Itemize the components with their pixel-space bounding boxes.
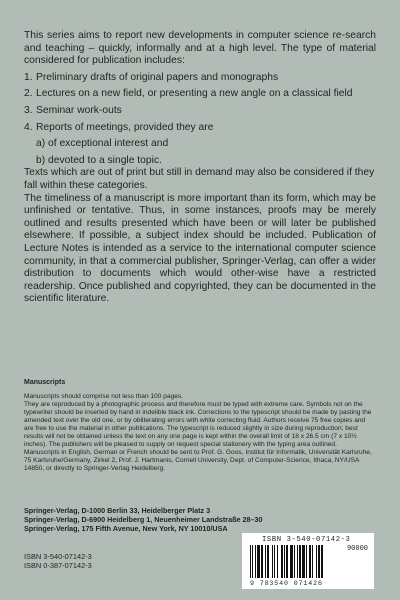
isbn-line: ISBN 3-540-07142-3 bbox=[24, 552, 92, 561]
manuscripts-section bbox=[24, 379, 376, 473]
barcode-bar bbox=[316, 545, 317, 578]
barcode-bar bbox=[274, 545, 275, 578]
series-description bbox=[24, 30, 376, 306]
list-number: 3. bbox=[24, 104, 33, 116]
barcode-bar bbox=[309, 545, 311, 578]
list-item bbox=[24, 105, 376, 118]
sub-list-item bbox=[24, 155, 376, 168]
barcode-bar bbox=[250, 545, 251, 578]
barcode-bar bbox=[294, 545, 295, 578]
barcode-bars bbox=[250, 545, 342, 578]
sub-list-item bbox=[24, 138, 376, 151]
barcode-bar bbox=[302, 545, 305, 578]
sub-list-letter: b) bbox=[36, 154, 46, 166]
barcode-bar bbox=[281, 545, 283, 578]
barcode-bar bbox=[297, 545, 298, 578]
manuscripts-paragraph: They are reproduced by a photographic process and therefore must be typed with extreme care. Symbols not on the typewriter should be inserted by hand in indelible black ink. Corrections to the typescript should be made by pasting the amended text over the old one, or by obliterating errors with white correcting fluid. Authors receive 75 free copies and are free to use the material in other publications. The typescript is reduced slightly in size during reproduction; best results will not be obtained unless the text on any one page is kept within the overall limit of 18 x 26.5 cm (7 x 10½ inches). The publishers will be pleased to supply on request special stationery with the typing area outlined. bbox=[24, 401, 372, 448]
barcode-bar bbox=[257, 545, 260, 578]
publisher-addresses bbox=[24, 506, 376, 534]
barcode-bar bbox=[284, 545, 285, 578]
barcode-bar bbox=[265, 545, 266, 578]
list-number: 2. bbox=[24, 88, 33, 100]
barcode-digits: 9 783540 071426 bbox=[250, 580, 323, 587]
barcode-bar bbox=[255, 545, 256, 578]
barcode-bar bbox=[318, 545, 320, 578]
list-text: Preliminary drafts of original papers and monographs bbox=[36, 71, 279, 83]
out-of-print-paragraph: Texts which are out of print but still in demand may also be considered if they fall within these categories. bbox=[24, 167, 375, 191]
isbn-block bbox=[24, 552, 92, 571]
publisher-line: Springer-Verlag, 175 Fifth Avenue, New York, NY 10010/USA bbox=[24, 524, 228, 534]
list-text: Reports of meetings, provided they are bbox=[36, 121, 214, 133]
barcode-bar bbox=[306, 545, 307, 578]
barcode-bar bbox=[286, 545, 288, 578]
isbn-line: ISBN 0-387-07142-3 bbox=[24, 561, 92, 571]
publisher-line: Springer-Verlag, D-6900 Heidelberg 1, Neuenheimer Landstraße 28–30 bbox=[24, 515, 263, 525]
barcode-bar bbox=[290, 545, 293, 578]
sub-list-text: of exceptional interest and bbox=[48, 138, 169, 150]
list-number: 4. bbox=[24, 121, 33, 133]
sub-list-letter: a) bbox=[36, 138, 46, 150]
barcode-price-code: 90000 bbox=[346, 545, 368, 553]
list-item bbox=[24, 72, 376, 85]
timeliness-paragraph: The timeliness of a manuscript is more important than its form, which may be unfinished or tentative. Thus, in some instances, proofs may be merely outlined and results presented which have been or will later be published elsewhere. If possible, a subject index should be included. Publication of Lecture Notes is intended as a service to the international computer science community, in that a commercial publisher, Springer-Verlag, can offer a wider distribution to documents which would other-wise have a restricted readership. Once published and copyrighted, they can be documented in the scientific literature. bbox=[24, 192, 376, 305]
manuscripts-paragraph: Manuscripts should comprise not less than 100 pages. bbox=[24, 393, 184, 400]
list-text: Lectures on a new field, or presenting a new angle on a classical field bbox=[36, 88, 353, 100]
barcode-bar bbox=[252, 545, 253, 578]
list-text: Seminar work-outs bbox=[36, 104, 122, 116]
manuscripts-heading: Manuscripts bbox=[24, 379, 66, 386]
barcode-label bbox=[242, 533, 374, 589]
intro-paragraph: This series aims to report new developments in computer science re-search and teaching – quickly, informally and at a high level. The type of material considered for publication includes: bbox=[24, 30, 376, 67]
barcode-bar bbox=[299, 545, 301, 578]
barcode-bar bbox=[312, 545, 313, 578]
barcode-bar bbox=[321, 545, 323, 578]
barcode-bar bbox=[277, 545, 278, 578]
list-number: 1. bbox=[24, 71, 33, 83]
list-item bbox=[24, 122, 376, 135]
manuscripts-paragraph: Manuscripts in English, German or French should be sent to Prof. G. Goos, Institut für Informatik, Universität Karlsruhe, 75 Karlsruhe/Germany, Zirkel 2, Prof. J. Hartmanis, Cornell University, Dept. of Computer-Science, Ithaca, NY/USA 14850, or directly to Springer-Verlag Heidelberg. bbox=[24, 449, 372, 472]
barcode-bar bbox=[272, 545, 273, 578]
sub-list-text: devoted to a single topic. bbox=[48, 154, 162, 166]
publisher-line: Springer-Verlag, D-1000 Berlin 33, Heidelberger Platz 3 bbox=[24, 506, 211, 515]
barcode-isbn-text: ISBN 3-540-07142-3 bbox=[262, 536, 351, 544]
barcode-bar bbox=[261, 545, 263, 578]
barcode-bar bbox=[267, 545, 269, 578]
list-item bbox=[24, 88, 376, 101]
